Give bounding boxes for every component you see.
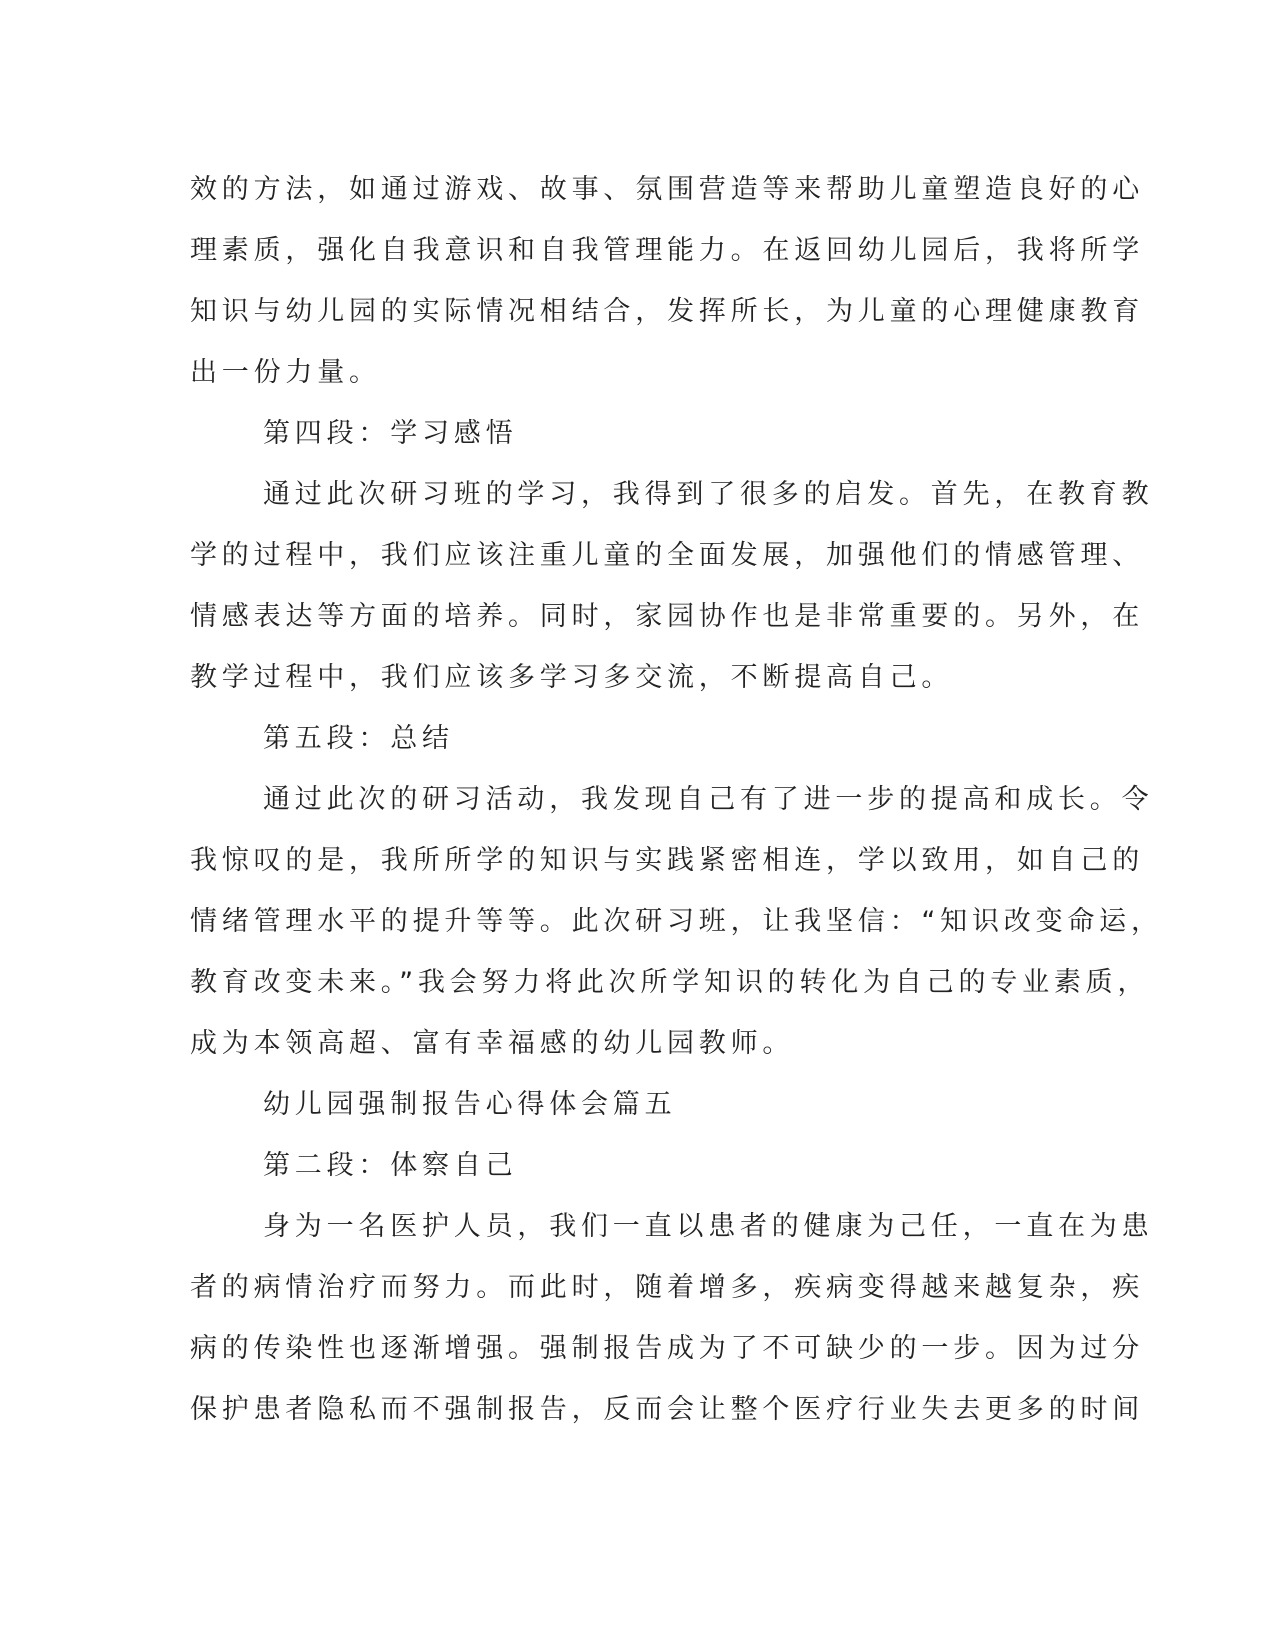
text-line: 通过此次的研习活动，我发现自己有了进一步的提高和成长。令 xyxy=(263,784,1154,815)
text-line: 出一份力量。 xyxy=(190,357,381,388)
text-line: 理素质，强化自我意识和自我管理能力。在返回幼儿园后，我将所学 xyxy=(190,235,1144,266)
section-heading: 第二段：体察自己 xyxy=(263,1150,518,1181)
text-line: 我惊叹的是，我所所学的知识与实践紧密相连，学以致用，如自己的 xyxy=(190,845,1144,876)
text-line: 教学过程中，我们应该多学习多交流，不断提高自己。 xyxy=(190,662,954,693)
text-line: 情感表达等方面的培养。同时，家园协作也是非常重要的。另外，在 xyxy=(190,601,1144,632)
text-line: 者的病情治疗而努力。而此时，随着增多，疾病变得越来越复杂，疾 xyxy=(190,1272,1144,1303)
text-line: 通过此次研习班的学习，我得到了很多的启发。首先，在教育教 xyxy=(263,479,1154,510)
text-line: 病的传染性也逐渐增强。强制报告成为了不可缺少的一步。因为过分 xyxy=(190,1333,1144,1364)
section-heading: 第四段：学习感悟 xyxy=(263,418,518,449)
text-line: 知识与幼儿园的实际情况相结合，发挥所长，为儿童的心理健康教育 xyxy=(190,296,1144,327)
section-heading: 第五段：总结 xyxy=(263,723,454,754)
article-title: 幼儿园强制报告心得体会篇五 xyxy=(263,1089,677,1120)
text-line: 成为本领高超、富有幸福感的幼儿园教师。 xyxy=(190,1028,795,1059)
text-line: 保护患者隐私而不强制报告，反而会让整个医疗行业失去更多的时间 xyxy=(190,1394,1144,1425)
text-line: 教育改变未来。”我会努力将此次所学知识的转化为自己的专业素质， xyxy=(190,967,1150,998)
text-line: 情绪管理水平的提升等等。此次研习班，让我坚信：“知识改变命运， xyxy=(190,906,1163,937)
text-line: 效的方法，如通过游戏、故事、氛围营造等来帮助儿童塑造良好的心 xyxy=(190,174,1144,205)
text-line: 学的过程中，我们应该注重儿童的全面发展，加强他们的情感管理、 xyxy=(190,540,1144,571)
text-line: 身为一名医护人员，我们一直以患者的健康为己任，一直在为患 xyxy=(263,1211,1154,1242)
